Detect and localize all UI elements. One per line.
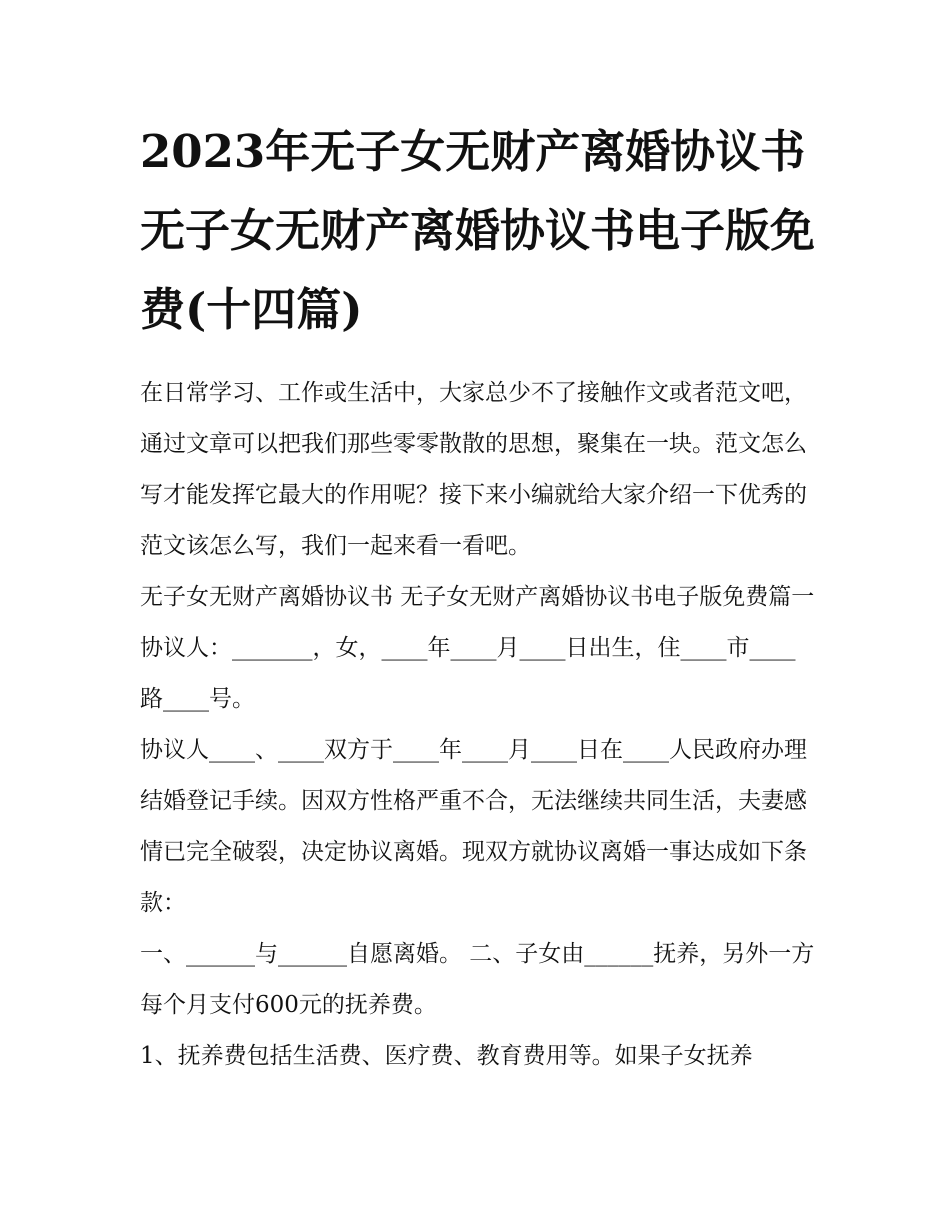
clause-paragraph: 一、______与______自愿离婚。 二、子女由______抚养，另外一方每个月支付600元的抚养费。 [140,941,815,1018]
intro-paragraph: 在日常学习、工作或生活中，大家总少不了接触作文或者范文吧，通过文章可以把我们那些零零散散的思想，聚集在一块。范文怎么写才能发挥它最大的作用呢？接下来小编就给大家介绍一下优秀的范文该怎么写，我们一起来看一看吧。 [140,380,807,559]
document-title: 2023年无子女无财产离婚协议书 无子女无财产离婚协议书电子版免费(十四篇) [140,125,816,336]
support-fee-paragraph: 1、抚养费包括生活费、医疗费、教育费用等。如果子女抚养 [140,1043,753,1069]
marriage-registration-paragraph: 协议人____、____双方于____年____月____日在____人民政府办理结婚登记手续。因双方性格严重不合，无法继续共同生活，夫妻感情已完全破裂，决定协议离婚。现双方就协议离婚一事达成如下条款： [140,737,807,916]
section-heading: 无子女无财产离婚协议书 无子女无财产离婚协议书电子版免费篇一 [140,584,815,610]
document-body [140,112,815,1082]
party-info-paragraph: 协议人：_______，女，____年____月____日出生，住____市____路____号。 [140,635,796,712]
